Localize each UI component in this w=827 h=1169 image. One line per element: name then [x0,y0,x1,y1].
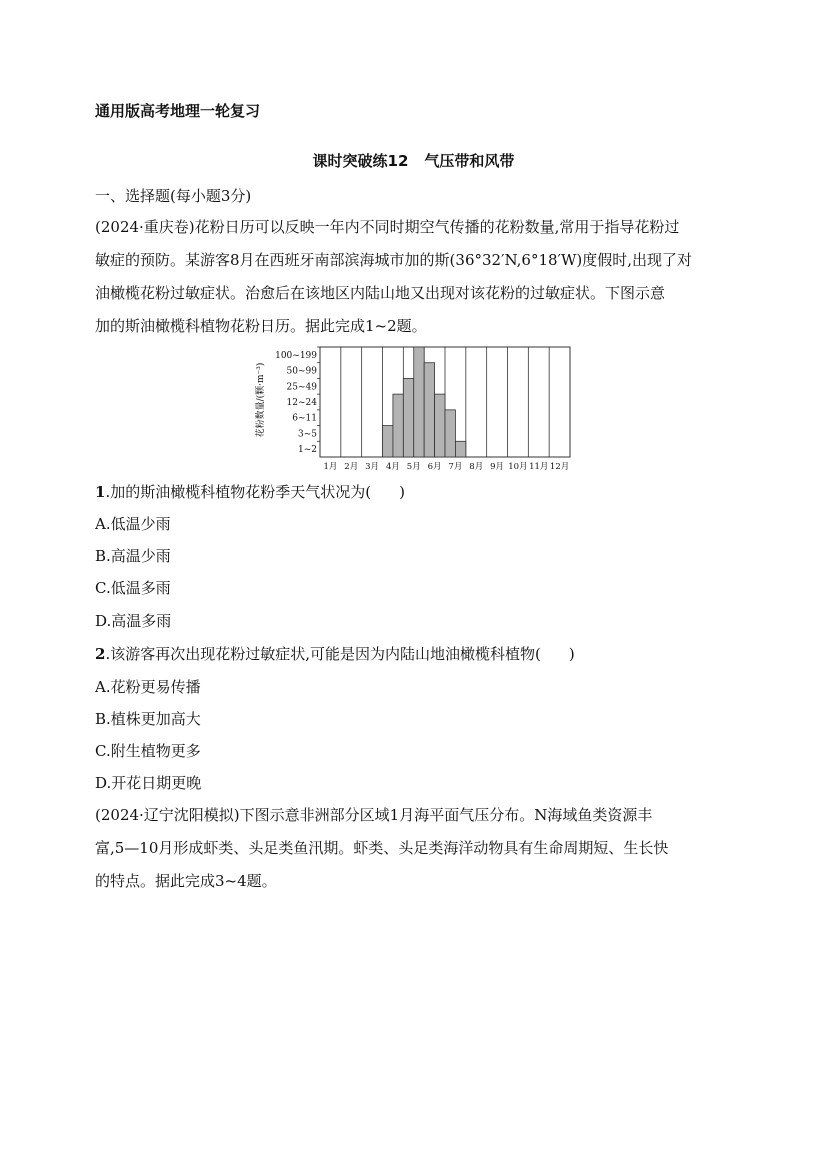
question-2-number: 2 [95,645,106,663]
pollen-bar [403,378,413,457]
option-text: 高温少雨 [110,547,171,565]
q2-option-d[interactable] [95,773,201,793]
pollen-bar [445,410,455,457]
x-tick-label: 11月 [529,462,549,472]
q2-option-a[interactable] [95,677,201,697]
y-tick-label: 50~99 [286,366,317,377]
passage2-line-3: 的特点。据此完成3~4题。 [95,872,277,890]
x-tick-label: 8月 [469,462,484,472]
option-text: 附生植物更多 [110,742,201,760]
option-letter: C. [95,579,111,597]
option-text: 低温多雨 [110,579,171,597]
question-2 [95,644,575,664]
section-heading: 一、选择题(每小题3分) [95,187,252,205]
option-letter: A. [95,515,111,533]
x-tick-label: 2月 [344,462,359,472]
option-letter: B. [95,547,111,565]
option-letter: C. [95,742,111,760]
y-tick-label: 3~5 [298,429,317,440]
option-text: 开花日期更晚 [111,774,202,792]
q2-option-c[interactable] [95,741,201,761]
x-tick-label: 12月 [549,462,570,472]
pollen-calendar-chart [250,340,580,475]
option-letter: A. [95,678,111,696]
passage1-line-1: (2024·重庆卷)花粉日历可以反映一年内不同时期空气传播的花粉数量,常用于指导花粉过 [95,218,680,236]
pollen-bar [393,394,403,457]
question-2-stem: .该游客再次出现花粉过敏症状,可能是因为内陆山地油橄榄科植物( [105,645,541,663]
option-letter: B. [95,710,111,728]
x-tick-label: 6月 [427,462,442,472]
question-2-close: ) [568,645,575,663]
pollen-bar [455,441,465,457]
pollen-bar [414,347,424,457]
option-text: 高温多雨 [111,612,172,630]
option-letter: D. [95,774,112,792]
y-tick-label: 100~199 [275,350,317,361]
passage1-line-2: 敏症的预防。某游客8月在西班牙南部滨海城市加的斯(36°32′N,6°18′W)度假时,出现了对 [95,251,692,269]
q2-option-b[interactable] [95,709,201,729]
q1-option-c[interactable] [95,578,171,598]
option-text: 花粉更易传播 [110,678,201,696]
passage1-line-4: 加的斯油橄榄科植物花粉日历。据此完成1~2题。 [95,317,427,335]
x-tick-label: 7月 [448,462,463,472]
pollen-bar [435,394,445,457]
x-tick-label: 1月 [323,462,338,472]
pollen-bar [383,426,393,457]
q1-option-d[interactable] [95,611,171,631]
lesson-number: 课时突破练12 [312,152,409,170]
question-1-stem: .加的斯油橄榄科植物花粉季天气状况为( [105,483,372,501]
option-text: 低温少雨 [110,515,171,533]
question-1-number: 1 [95,483,106,501]
page-title [0,150,827,171]
x-tick-label: 10月 [508,462,528,472]
document-header: 通用版高考地理一轮复习 [95,102,261,120]
passage1-line-3: 油橄榄花粉过敏症状。治愈后在该地区内陆山地又出现对该花粉的过敏症状。下图示意 [95,284,666,302]
y-axis-title: 花粉数量/(颗·m⁻³) [256,362,266,438]
question-1-close: ) [399,483,405,501]
y-tick-label: 1~2 [298,445,317,456]
x-tick-label: 4月 [385,462,400,472]
q1-option-a[interactable] [95,514,171,534]
passage2-line-1: (2024·辽宁沈阳模拟)下图示意非洲部分区域1月海平面气压分布。N海域鱼类资源丰 [95,806,653,824]
pollen-bar [424,363,434,457]
y-tick-label: 12~24 [286,398,317,408]
x-tick-label: 3月 [365,462,380,472]
y-tick-label: 6~11 [292,413,317,424]
question-1 [95,482,405,502]
lesson-topic: 气压带和风带 [424,152,515,170]
x-tick-label: 5月 [406,462,421,472]
y-tick-label: 25~49 [286,382,317,393]
passage2-line-2: 富,5—10月形成虾类、头足类鱼汛期。虾类、头足类海洋动物具有生命周期短、生长快 [95,839,669,857]
q1-option-b[interactable] [95,546,171,566]
x-tick-label: 9月 [490,462,505,472]
option-letter: D. [95,612,112,630]
option-text: 植株更加高大 [110,710,201,728]
